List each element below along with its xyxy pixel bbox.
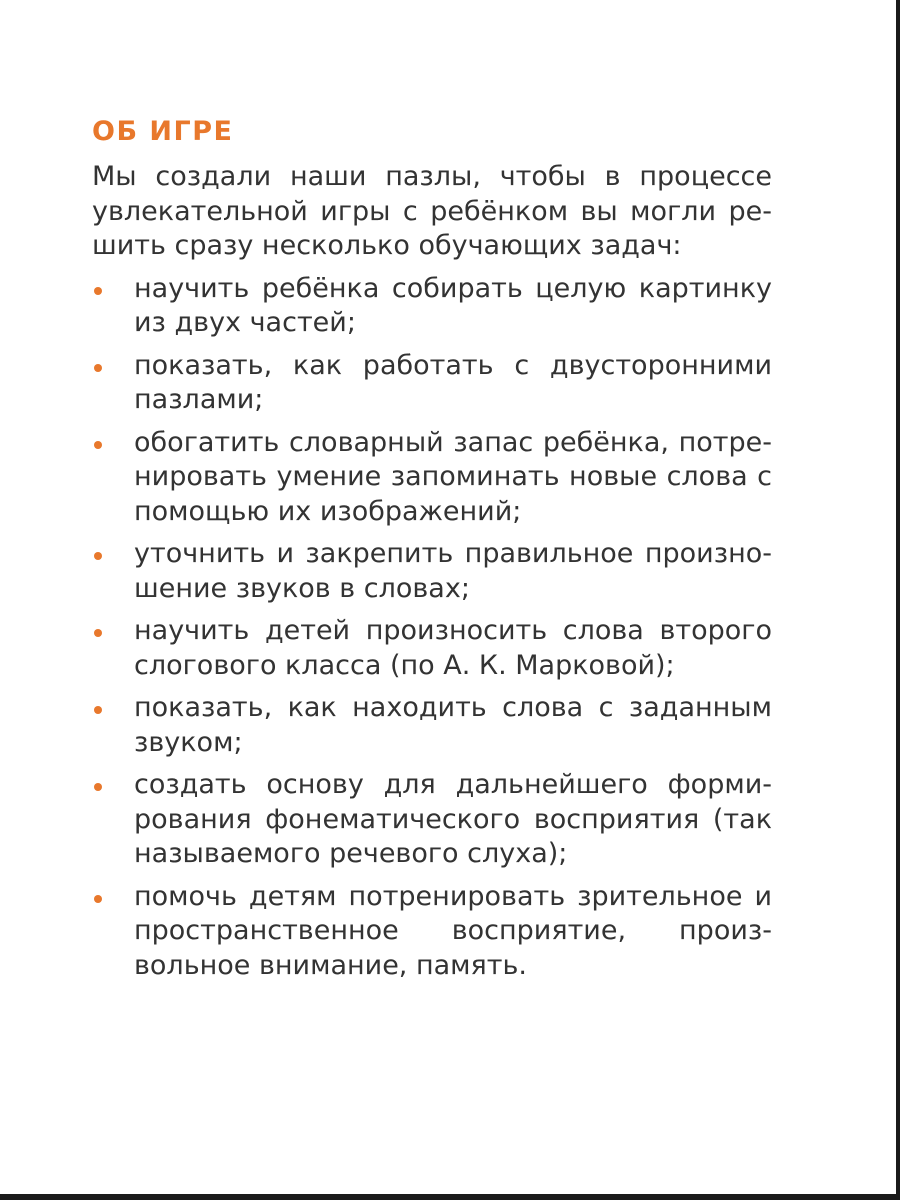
list-item <box>92 691 772 760</box>
bullet-dot-icon <box>94 783 102 791</box>
list-item-text: создать основу для дальнейшего формирования фонематического восприятия (так называемого речевого слуха); <box>134 769 772 869</box>
list-item-text: показать, как работать с двусторонними пазлами; <box>134 349 772 415</box>
list-item <box>92 426 772 530</box>
bullet-dot-icon <box>94 287 102 295</box>
list-item-text: научить детей произносить слова второго слогового класса (по А. К. Марковой); <box>134 615 772 681</box>
bullet-dot-icon <box>94 441 102 449</box>
bullet-dot-icon <box>94 364 102 372</box>
list-item-text: показать, как находить слова с заданным звуком; <box>134 692 772 758</box>
list-item <box>92 537 772 606</box>
list-item <box>92 614 772 683</box>
bullet-dot-icon <box>94 895 102 903</box>
section-heading: ОБ ИГРЕ <box>92 116 234 147</box>
document-body <box>92 112 772 983</box>
intro-paragraph: Мы создали наши пазлы, чтобы в процессе увлекательной игры с ребёнком вы могли решить сразу несколько обучающих задач: <box>92 161 772 261</box>
bullet-dot-icon <box>94 629 102 637</box>
bullet-dot-icon <box>94 552 102 560</box>
page-edge-right <box>896 0 900 1200</box>
list-item-text: научить ребёнка собирать целую картинку из двух частей; <box>134 272 772 338</box>
goals-list <box>92 272 772 984</box>
page-edge-bottom <box>0 1194 900 1200</box>
bullet-dot-icon <box>94 706 102 714</box>
list-item <box>92 349 772 418</box>
list-item <box>92 768 772 872</box>
list-item-text: уточнить и закрепить правильное произношение звуков в словах; <box>134 538 772 604</box>
list-item <box>92 880 772 984</box>
list-item-text: обогатить словарный запас ребёнка, потренировать умение запоминать новые слова с помощью их изображений; <box>134 426 772 527</box>
list-item <box>92 272 772 341</box>
list-item-text: помочь детям потренировать зрительное и пространственное восприятие, произвольное внимание, память. <box>134 880 772 981</box>
